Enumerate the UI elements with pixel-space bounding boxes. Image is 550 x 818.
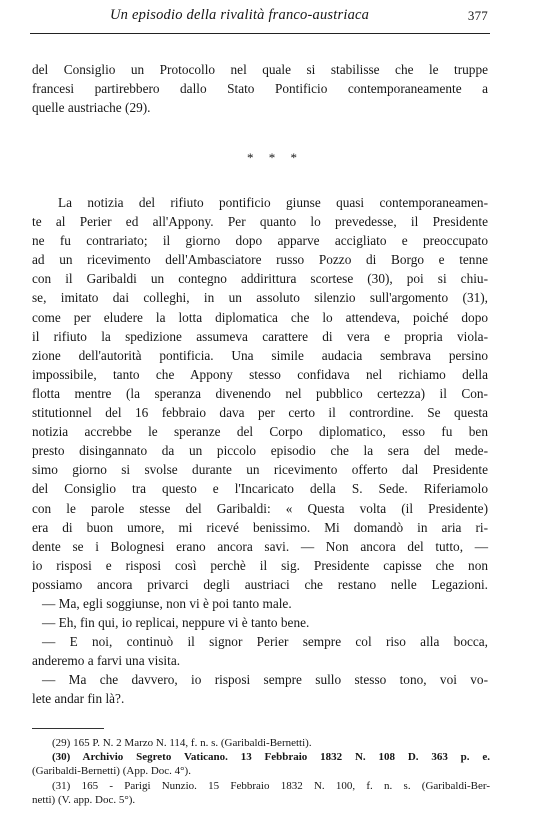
text-line: zione dell'autorità pontificia. Una simile audacia sembrava persino [32, 347, 488, 363]
text-line: simo giorno si svolse durante un ricevimento offerto dal Presidente [32, 462, 488, 478]
footnote-rule [32, 728, 104, 729]
text-line: del Consiglio tra questo e l'Incaricato della S. Sede. Riferiamolo [32, 481, 488, 497]
text-line: impossibile, tanto che Appony stesso confidava nel richiamo della [32, 366, 488, 382]
text-line: te al Perier ed all'Appony. Per quanto lo prevedesse, il Presidente [32, 214, 488, 230]
text-line: ad un ricevimento dell'Ambasciatore russo Pozzo di Borgo e tenne [32, 252, 488, 268]
text-line: francesi partirebbero dallo Stato Pontificio contemporaneamente a [32, 81, 488, 97]
text-line: se, imitato dai colleghi, in un assoluto silenzio sull'argomento (31), [32, 290, 488, 306]
footnote-line: (29) 165 P. N. 2 Marzo N. 114, f. n. s. (Garibaldi-Bernetti). [52, 737, 312, 749]
running-title: Un episodio della rivalità franco-austriaca [110, 7, 370, 23]
text-line: con le parole stesse del Garibaldi: « Questa volta (il Presidente) [32, 500, 488, 516]
text-line: — Ma che davvero, io risposi sempre sullo stesso tono, voi vo- [42, 672, 488, 688]
text-line: del Consiglio un Protocollo nel quale si stabilisse che le truppe [32, 62, 488, 77]
text-line: presto disingannato da un piccolo episodio che la sera del mede- [32, 443, 488, 459]
footnote-line: (30) Archivio Segreto Vaticano. 13 Febbraio 1832 N. 108 D. 363 p. e. [52, 751, 490, 764]
text-line: notizia accrebbe le speranze del Corpo diplomatico, esso fu ben [32, 424, 488, 440]
text-line: flotta mentre (la speranza divenendo nel pubblico certezza) il Con- [32, 385, 488, 401]
text-line: quelle austriache (29). [32, 100, 151, 116]
text-line: io risposi e risposi così perchè il sig. Presidente capisse che non [32, 557, 488, 573]
header-rule [30, 33, 490, 34]
text-line: possiamo ancora privarci degli austriaci che restano nelle Legazioni. [32, 576, 488, 592]
text-line: stitutionnel del 16 febbraio dava per certo il contrordine. Se questa [32, 405, 488, 421]
text-line: — E noi, continuò il signor Perier sempre col riso alla bocca, [42, 634, 488, 650]
text-line: La notizia del rifiuto pontificio giunse quasi contemporaneamen- [58, 195, 488, 210]
footnote-line: (31) 165 - Parigi Nunzio. 15 Febbraio 1832 N. 100, f. n. s. (Garibaldi-Ber- [52, 779, 490, 792]
text-line: dente se i Bolognesi erano ancora savi. — Non ancora del tutto, — [32, 538, 488, 554]
intro-paragraph [32, 60, 488, 117]
text-line: — Eh, fin qui, io replicai, neppure vi è tanto bene. [42, 615, 310, 631]
text-line: — Ma, egli soggiunse, non vi è poi tanto male. [42, 595, 292, 611]
main-paragraph [32, 193, 488, 709]
footnote-line: (Garibaldi-Bernetti) (App. Doc. 4°). [32, 765, 191, 778]
text-line: come per eludere la lotta diplomatica che lo attendeva, poiché dopo [32, 309, 488, 325]
text-line: con il Garibaldi un contegno addirittura scortese (30), poi si chiu- [32, 271, 488, 287]
text-line: ne fu contrariato; il giorno dopo apparve accigliato e preoccupato [32, 233, 488, 249]
running-header [58, 6, 488, 28]
text-line: anderemo a farvi una visita. [32, 653, 181, 669]
text-line: lete andar fin là?. [32, 691, 125, 707]
text-line: era di buon umore, mi ricevé benissimo. Mi domandò in aria ri- [32, 519, 488, 535]
text-line: il rifiuto la spedizione assumeva carattere di vera e propria viola- [32, 328, 488, 344]
footnotes [32, 736, 490, 807]
page-number: 377 [467, 8, 488, 23]
footnote-line: netti) (V. app. Doc. 5°). [32, 793, 136, 806]
section-separator: * * * [247, 150, 303, 165]
